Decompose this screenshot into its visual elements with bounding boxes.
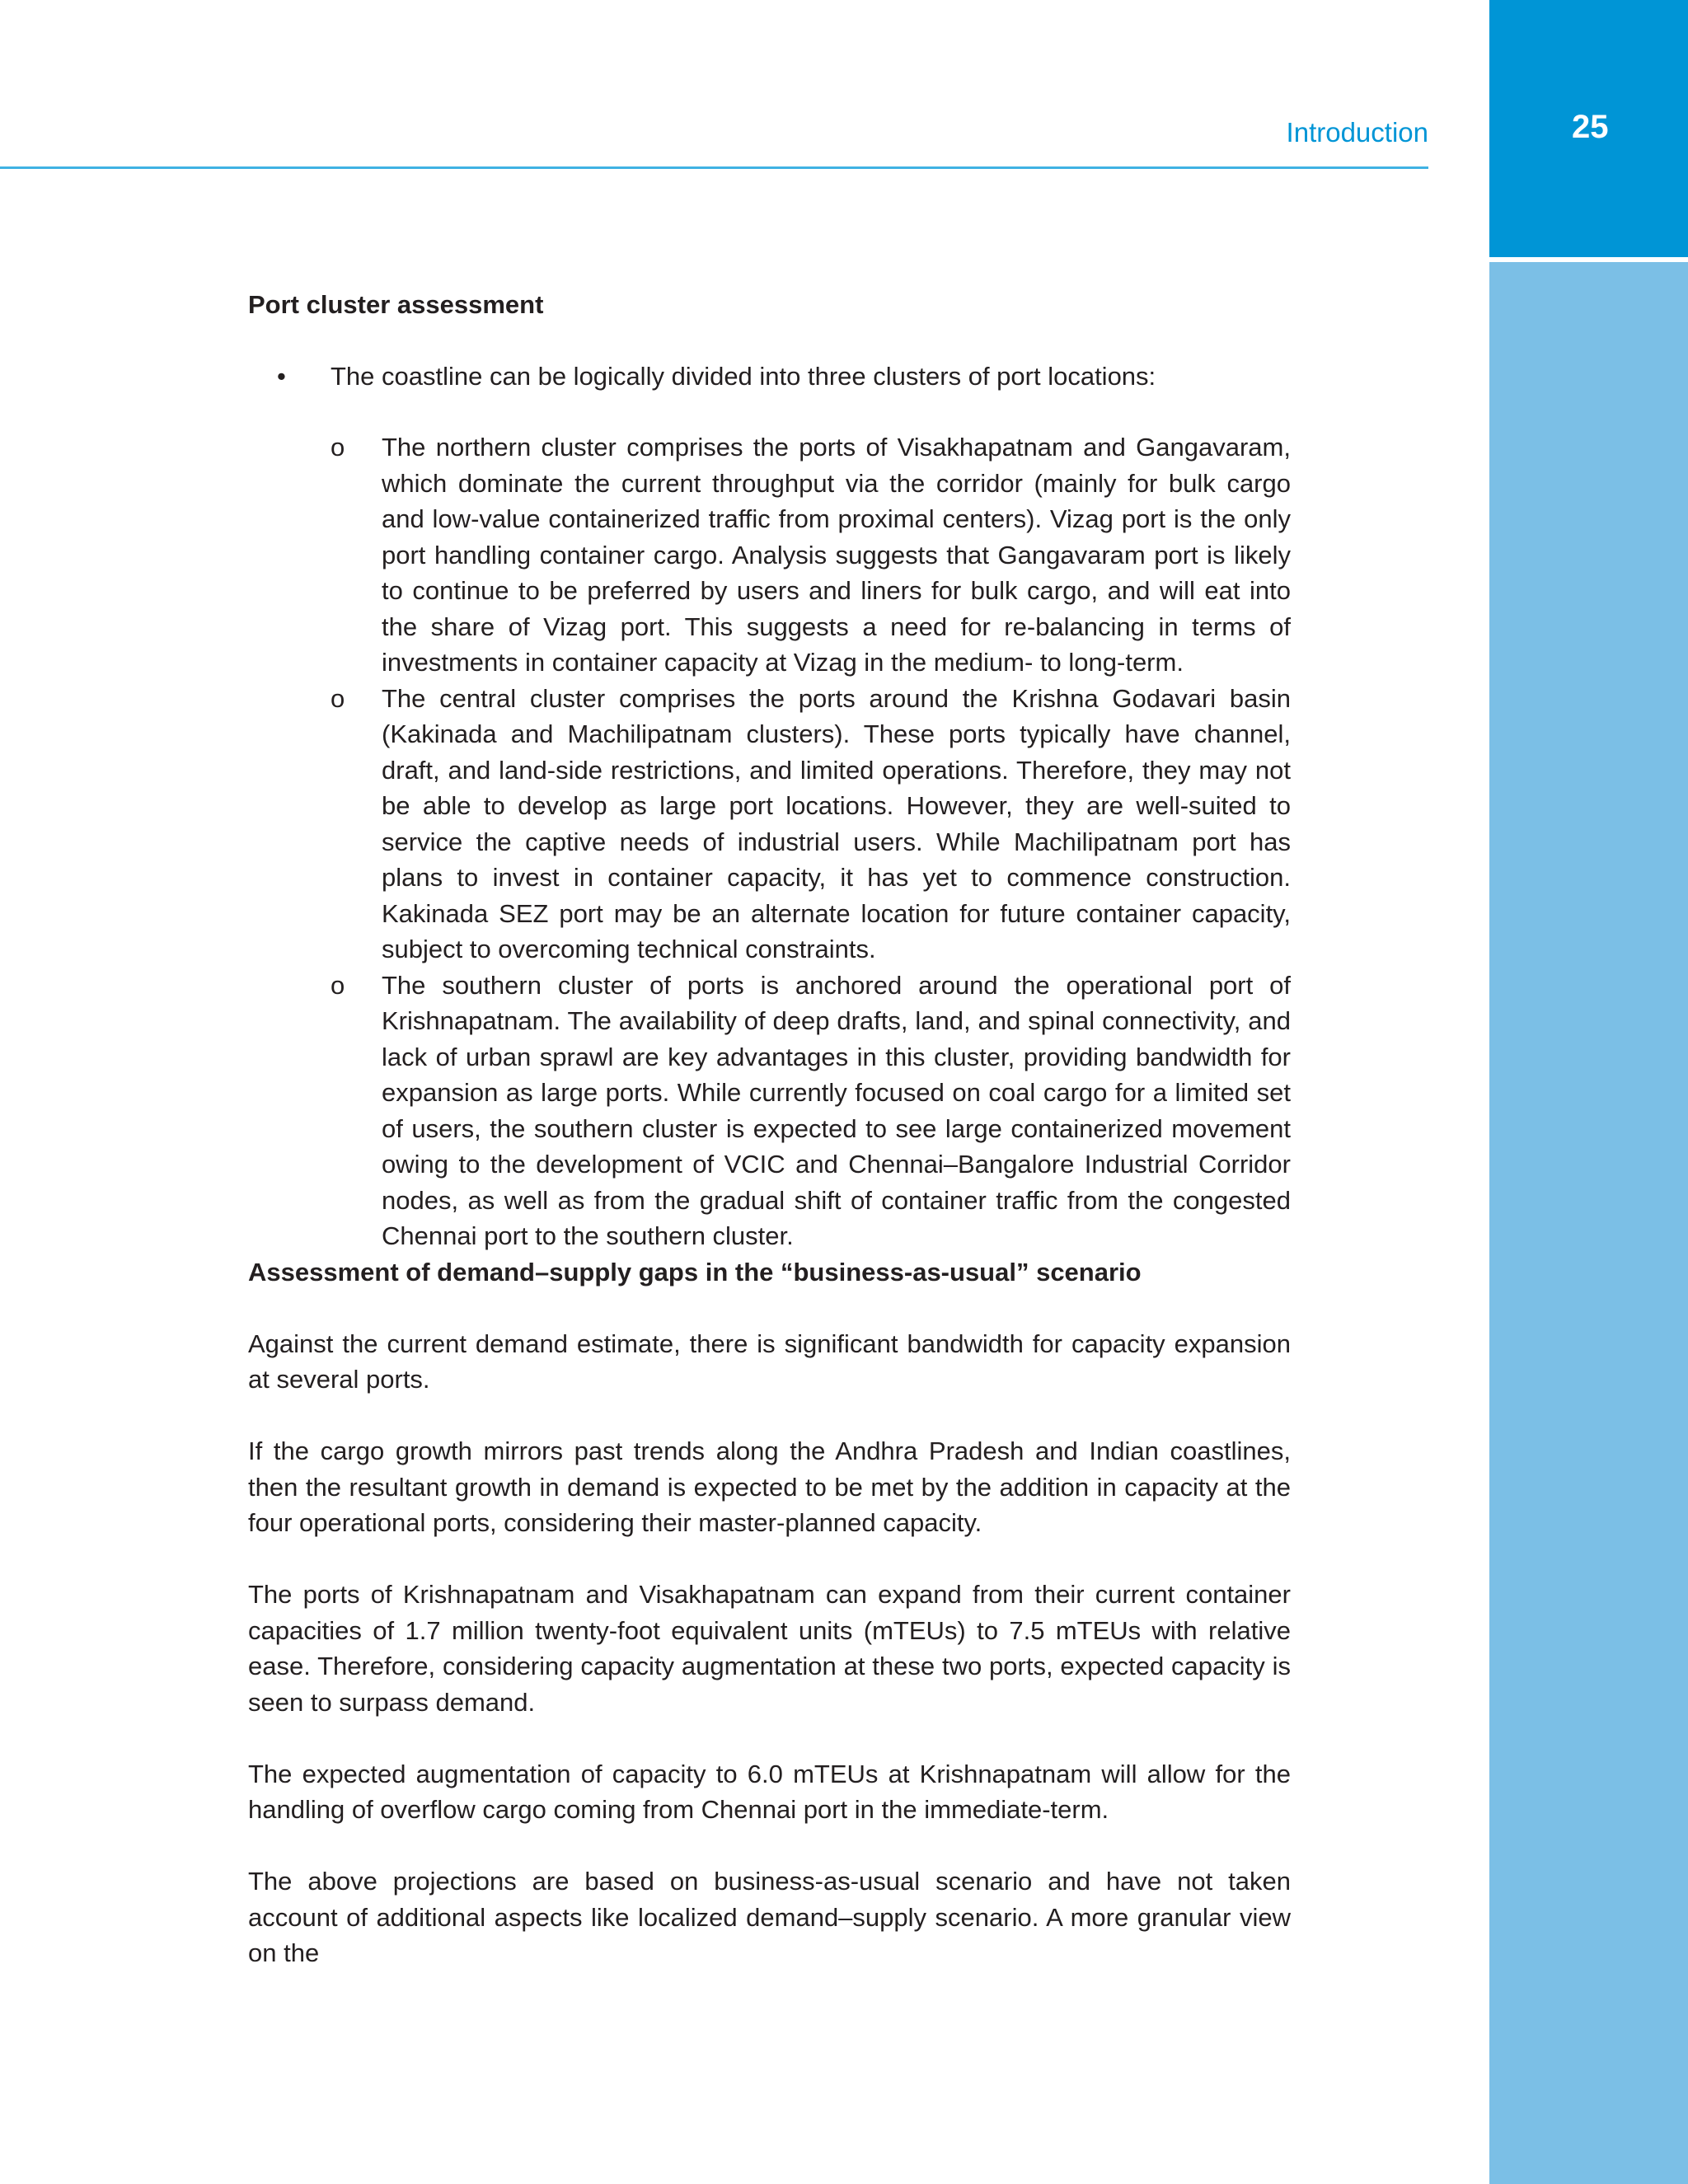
sub-mark: o [331, 683, 345, 713]
sub-item-northern [248, 429, 1291, 681]
header-rule [0, 166, 1428, 169]
page-number: 25 [1572, 109, 1609, 145]
sub-item-text: The southern cluster of ports is anchored around the operational port of Krishnapatnam. The availability of deep drafts, land, and spinal connectivity, and lack of urban sprawl are key advantages in this cluster, providing bandwidth for expansion as large ports. While currently focused on coal cargo for a limited set of users, the southern cluster is expected to see large containerized movement owing to the development of VCIC and Chennai–Bangalore Industrial Corridor nodes, as well as from the gradual shift of container traffic from the congested Chennai port to the southern cluster. [382, 970, 1291, 1250]
page-content [248, 287, 1291, 1971]
bullet-item [248, 359, 1291, 395]
paragraph: Against the current demand estimate, there is significant bandwidth for capacity expansion at several ports. [248, 1329, 1291, 1394]
section-heading-demand-supply: Assessment of demand–supply gaps in the “business-as-usual” scenario [248, 1257, 1142, 1286]
paragraph: If the cargo growth mirrors past trends along the Andhra Pradesh and Indian coastlines, then the resultant growth in demand is expected to be met by the addition in capacity at the four operational ports, considering their master-planned capacity. [248, 1436, 1291, 1537]
paragraph: The above projections are based on business-as-usual scenario and have not taken account of additional aspects like localized demand–supply scenario. A more granular view on the [248, 1867, 1291, 1967]
paragraph: The expected augmentation of capacity to 6.0 mTEUs at Krishnapatnam will allow for the handling of overflow cargo coming from Chennai port in the immediate-term. [248, 1759, 1291, 1824]
paragraph: The ports of Krishnapatnam and Visakhapatnam can expand from their current container capacities of 1.7 million twenty-foot equivalent units (mTEUs) to 7.5 mTEUs with relative ease. Therefore, considering capacity augmentation at these two ports, expected capacity is seen to surpass demand. [248, 1580, 1291, 1717]
sub-mark: o [331, 970, 345, 1000]
sub-item-central [248, 681, 1291, 968]
section-heading-port-cluster: Port cluster assessment [248, 290, 544, 319]
sub-item-southern [248, 968, 1291, 1254]
sub-mark: o [331, 433, 345, 462]
sub-list [248, 429, 1291, 1254]
bullet-text: The coastline can be logically divided into three clusters of port locations: [331, 361, 1156, 391]
sub-item-text: The central cluster comprises the ports around the Krishna Godavari basin (Kakinada and Machilipatnam clusters). These ports typically have channel, draft, and land-side restrictions, and limited operations. Therefore, they may not be able to develop as large port locations. However, they are well-suited to service the captive needs of industrial users. While Machilipatnam port has plans to invest in container capacity, it has yet to commence construction. Kakinada SEZ port may be an alternate location for future container capacity, subject to overcoming technical constraints. [382, 683, 1291, 963]
side-color-band [1489, 0, 1688, 2184]
bullet-mark: • [277, 361, 286, 391]
sub-item-text: The northern cluster comprises the ports of Visakhapatnam and Gangavaram, which dominate the current throughput via the corridor (mainly for bulk cargo and low-value containerized traffic from proximal centers). Vizag port is the only port handling container cargo. Analysis suggests that Gangavaram port is likely to continue to be preferred by users and liners for bulk cargo, and will eat into the share of Vizag port. This suggests a need for re-balancing in terms of investments in container capacity at Vizag in the medium- to long-term. [382, 433, 1291, 677]
running-head: Introduction [1286, 117, 1428, 148]
